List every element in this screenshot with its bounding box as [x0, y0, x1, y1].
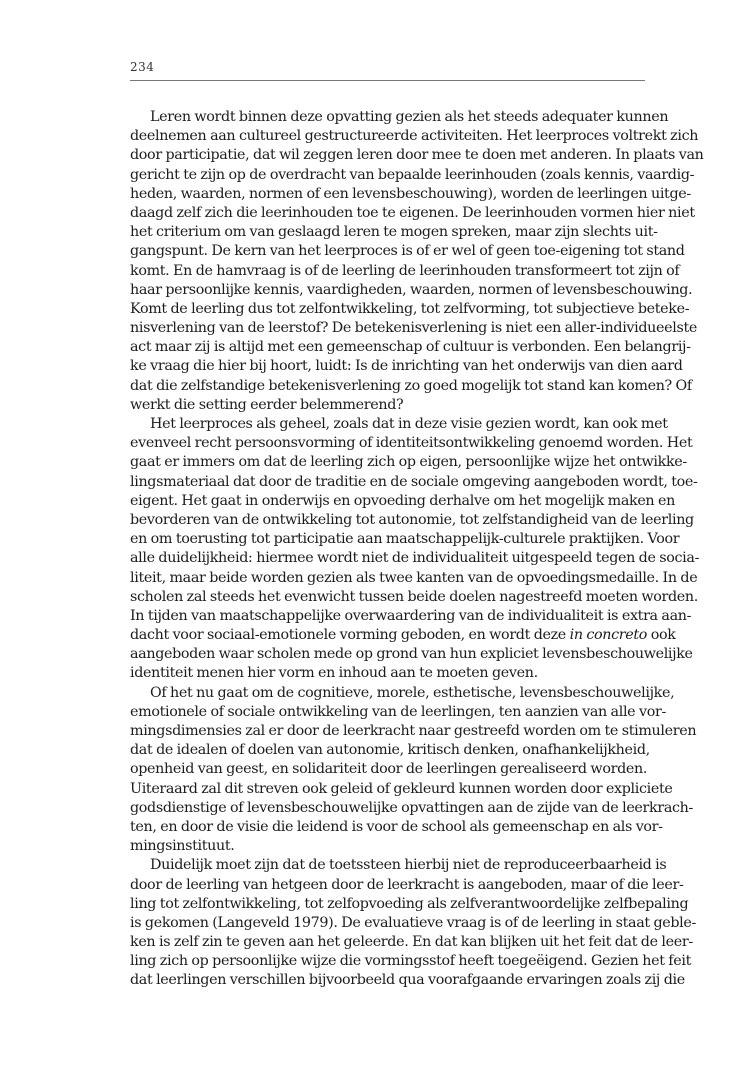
- paragraph-4: [130, 856, 696, 990]
- text-line: komt. En de hamvraag is of de leerling de leerinhouden transformeert tot zijn of: [130, 262, 680, 279]
- page-number: 234: [130, 60, 155, 74]
- text-line: mingsdimensies zal er door de leerkracht naar gestreefd worden om te stimuleren: [130, 723, 697, 739]
- text-line: evenveel recht persoonsvorming of identiteitsontwikkeling genoemd worden. Het: [130, 435, 693, 452]
- text-line: ling tot zelfontwikkeling, tot zelfopvoeding als zelfverantwoordelijke zelfbepaling: [130, 895, 689, 912]
- text-line-mixed: [130, 626, 676, 645]
- text-line: lingsmateriaal dat door de traditie en de sociale omgeving aangeboden wordt, toe-: [130, 473, 698, 490]
- text-line: bevorderen van de ontwikkeling tot autonomie, tot zelfstandigheid van de leerling: [130, 511, 694, 528]
- text-line: deelnemen aan cultureel gestructureerde activiteiten. Het leerproces voltrekt zich: [130, 128, 699, 145]
- italic-phrase: in concreto: [569, 627, 648, 644]
- text-line: emotionele of sociale ontwikkeling van de leerlingen, ten aanzien van alle vor-: [130, 703, 666, 720]
- text-line: Duidelijk moet zijn dat de toetssteen hierbij niet de reproduceerbaarheid is: [150, 857, 667, 874]
- text-line: identiteit menen hier vorm en inhoud aan te moeten geven.: [130, 665, 538, 682]
- text-line: Komt de leerling dus tot zelfontwikkeling, tot zelfvorming, tot subjectieve beteke-: [130, 300, 690, 317]
- text-line: nisverlening van de leerstof? De betekenisverlening is niet een aller-individueelste: [130, 320, 697, 337]
- text-line: liteit, maar beide worden gezien als twee kanten van de opvoedingsmedaille. In de: [130, 569, 698, 586]
- text-line: alle duidelijkheid: hiermee wordt niet de individualiteit uitgespeeld tegen de socia-: [130, 550, 700, 567]
- text-line: is gekomen (Langeveld 1979). De evaluatieve vraag is of de leerling in staat geble-: [130, 914, 696, 931]
- text-line: door participatie, dat wil zeggen leren door mee te doen met anderen. In plaats van: [130, 147, 704, 164]
- paragraph-3: [130, 684, 697, 857]
- text-line: en om toerusting tot participatie aan maatschappelijk-culturele praktijken. Voor: [130, 531, 680, 548]
- text-line: Leren wordt binnen deze opvatting gezien als het steeds adequater kunnen: [150, 109, 669, 125]
- text-line: Het leerproces als geheel, zoals dat in deze visie gezien wordt, kan ook met: [150, 416, 668, 432]
- text-line: het criterium om van geslaagd leren te mogen spreken, maar zijn slechts uit-: [130, 224, 658, 241]
- header-rule: [130, 80, 645, 81]
- text-line: Uiteraard zal dit streven ook geleid of gekleurd kunnen worden door expliciete: [130, 780, 673, 797]
- text-line: godsdienstige of levensbeschouwelijke opvattingen aan de zijde van de leerkrach-: [130, 799, 693, 816]
- text-fragment: ook: [647, 627, 676, 644]
- text-line: mingsinstituut.: [130, 838, 235, 855]
- text-line: door de leerling van hetgeen door de leerkracht is aangeboden, maar of die leer-: [130, 876, 684, 893]
- paragraph-2: [130, 415, 700, 684]
- text-line: ke vraag die hier bij hoort, luidt: Is de inrichting van het onderwijs van dien aard: [130, 358, 683, 375]
- text-line: aangeboden waar scholen mede op grond van hun expliciet levensbeschouwelijke: [130, 646, 693, 663]
- text-line: scholen zal steeds het evenwicht tussen beide doelen nagestreefd moeten worden.: [130, 588, 698, 605]
- text-fragment: dacht voor sociaal-emotionele vorming geboden, en wordt deze: [130, 627, 570, 644]
- text-line: daagd zelf zich die leerinhouden toe te eigenen. De leerinhouden vormen hier niet: [130, 204, 695, 221]
- text-line: gericht te zijn op de overdracht van bepaalde leerinhouden (zoals kennis, vaardig-: [130, 166, 695, 183]
- body-text: [130, 108, 704, 991]
- text-line: Of het nu gaat om de cognitieve, morele, esthetische, levensbeschouwelijke,: [150, 684, 675, 701]
- paragraph-1: [130, 108, 704, 415]
- text-line: ken is zelf zin te geven aan het geleerde. En dat kan blijken uit het feit dat de leer-: [130, 934, 693, 951]
- text-line: ten, en door de visie die leidend is voor de school als gemeenschap en als vor-: [130, 818, 663, 835]
- text-line: haar persoonlijke kennis, vaardigheden, waarden, normen of levensbeschouwing.: [130, 281, 693, 298]
- text-line: gaat er immers om dat de leerling zich op eigen, persoonlijke wijze het ontwikke-: [130, 454, 687, 471]
- text-line: openheid van geest, en solidariteit door de leerlingen gerealiseerd worden.: [130, 761, 648, 778]
- text-line: dat die zelfstandige betekenisverlening zo goed mogelijk tot stand kan komen? Of: [130, 377, 692, 394]
- text-line: dat leerlingen verschillen bijvoorbeeld qua voorafgaande ervaringen zoals zij die: [130, 972, 685, 989]
- text-line: gangspunt. De kern van het leerproces is of er wel of geen toe-eigening tot stand: [130, 243, 685, 260]
- text-line: heden, waarden, normen of een levensbeschouwing), worden de leerlingen uitge-: [130, 185, 691, 202]
- text-line: dat de idealen of doelen van autonomie, kritisch denken, onafhankelijkheid,: [130, 742, 650, 759]
- text-line: werkt die setting eerder belemmerend?: [130, 396, 404, 413]
- text-line: eigent. Het gaat in onderwijs en opvoeding derhalve om het mogelijk maken en: [130, 492, 675, 509]
- text-line: In tijden van maatschappelijke overwaardering van de individualiteit is extra aan-: [130, 607, 692, 624]
- text-line: ling zich op persoonlijke wijze die vormingsstof heeft toegeëigend. Gezien het feit: [130, 953, 691, 970]
- text-line: act maar zij is altijd met een gemeenschap of cultuur is verbonden. Een belangrij-: [130, 339, 691, 356]
